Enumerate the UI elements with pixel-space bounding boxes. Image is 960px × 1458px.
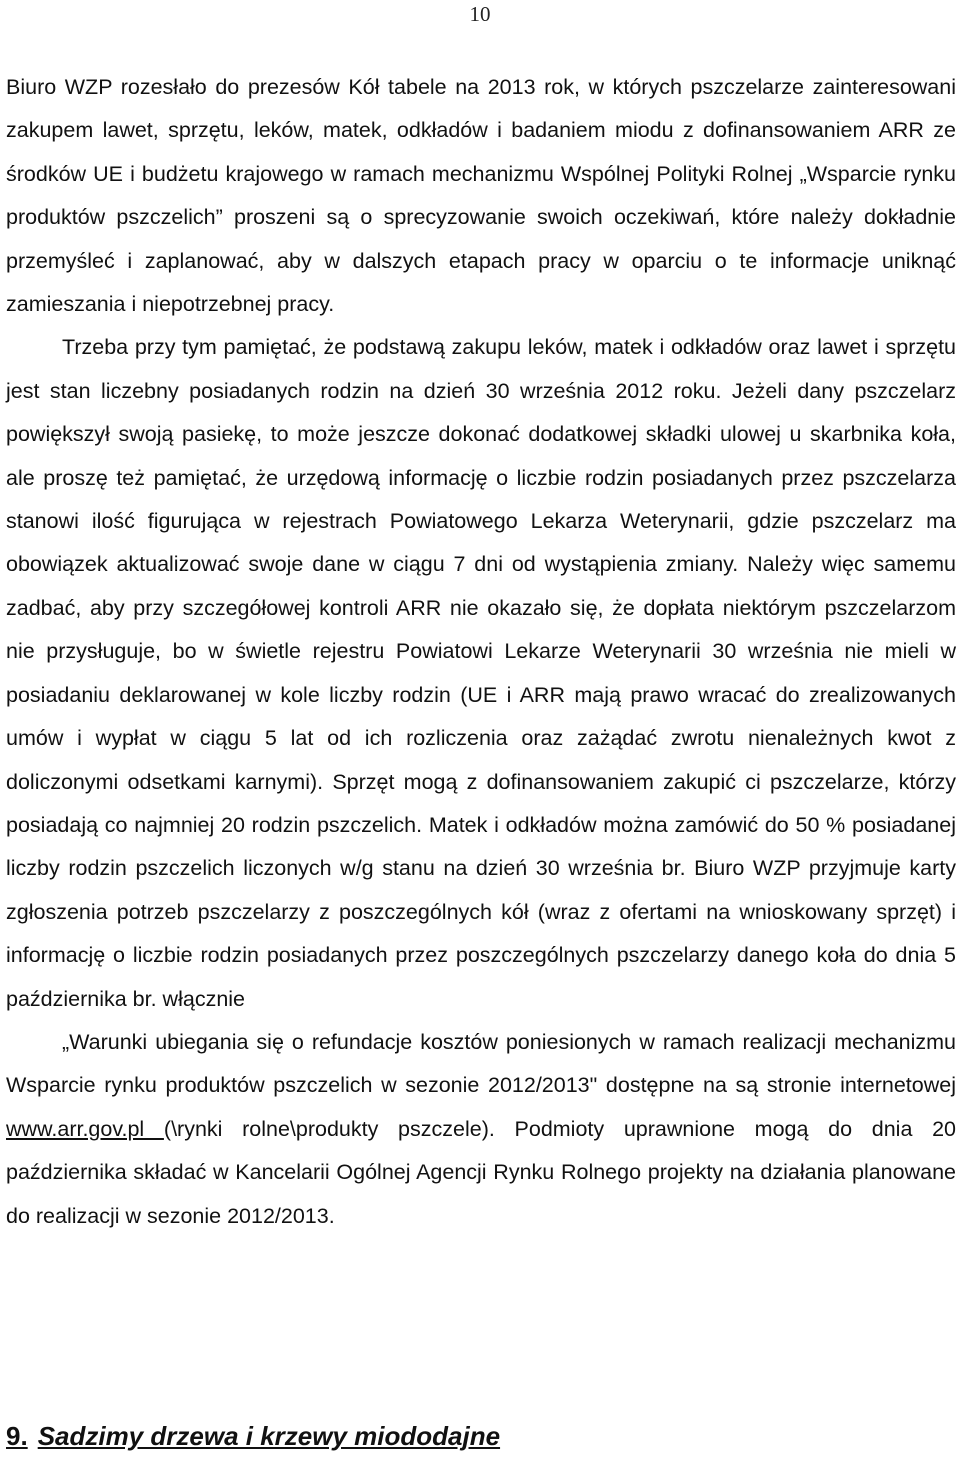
paragraph-3-text-start: „Warunki ubiegania się o refundacje kosztów poniesionych w ramach realizacji mechanizmu Wsparcie rynku produktów pszczelich w sezonie 2012/2013" dostępne na są stronie internetowej xyxy=(6,1029,956,1098)
section-heading xyxy=(6,1414,956,1458)
paragraph-3 xyxy=(6,1021,956,1238)
section-title: Sadzimy drzewa i krzewy miododajne xyxy=(37,1421,501,1451)
arr-website-link[interactable]: www.arr.gov.pl xyxy=(6,1116,164,1141)
paragraph-3-text-end: (\rynki rolne\produkty pszczele). Podmioty uprawnione mogą do dnia 20 października składać w Kancelarii Ogólnej Agencji Rynku Rolnego projekty na działania planowane do realizacji w sezonie 2012/2013. xyxy=(6,1116,956,1228)
page-number: 10 xyxy=(469,2,491,26)
paragraph-1: Biuro WZP rozesłało do prezesów Kół tabele na 2013 rok, w których pszczelarze zainteresowani zakupem lawet, sprzętu, leków, matek, odkładów i badaniem miodu z dofinansowaniem ARR ze środków UE i budżetu krajowego w ramach mechanizmu Wspólnej Polityki Rolnej „Wsparcie rynku produktów pszczelich” proszeni są o sprecyzowanie swoich oczekiwań, które należy dokładnie przemyśleć i zaplanować, aby w dalszych etapach pracy w oparciu o te informacje uniknąć zamieszania i niepotrzebnej pracy. xyxy=(6,75,956,317)
paragraph-2: Trzeba przy tym pamiętać, że podstawą zakupu leków, matek i odkładów oraz lawet i sprzętu jest stan liczebny posiadanych rodzin na dzień 30 września 2012 roku. Jeżeli dany pszczelarz powiększył swoją pasiekę, to może jeszcze dokonać dodatkowej składki ulowej u skarbnika koła, ale proszę też pamiętać, że urzędową informację o liczbie rodzin posiadanych przez pszczelarza stanowi ilość figurująca w rejestrach Powiatowego Lekarza Weterynarii, gdzie pszczelarz ma obowiązek aktualizować swoje dane w ciągu 7 dni od wystąpienia zmiany. Należy więc samemu zadbać, aby przy szczegółowej kontroli ARR nie okazało się, że dopłata niektórym pszczelarzom nie przysługuje, bo w świetle rejestru Powiatowi Lekarze Weterynarii 30 września nie mieli w posiadaniu deklarowanej w kole liczby rodzin (UE i ARR mają prawo wracać do zrealizowanych umów i wypłat w ciągu 5 lat od ich rozliczenia oraz zażądać zwrotu nienależnych kwot z doliczonymi odsetkami karnymi). Sprzęt mogą z dofinansowaniem zakupić ci pszczelarze, którzy posiadają co najmniej 20 rodzin pszczelich. Matek i odkładów można zamówić do 50 % posiadanej liczby rodzin pszczelich liczonych w/g stanu na dzień 30 września br. Biuro WZP przyjmuje karty zgłoszenia potrzeb pszczelarzy z poszczególnych kół (wraz z ofertami na wnioskowany sprzęt) i informację o liczbie rodzin posiadanych przez poszczególnych pszczelarzy danego koła do dnia 5 października br. włącznie xyxy=(6,335,956,1011)
body-text xyxy=(6,66,956,1238)
section-number: 9. xyxy=(6,1421,28,1451)
